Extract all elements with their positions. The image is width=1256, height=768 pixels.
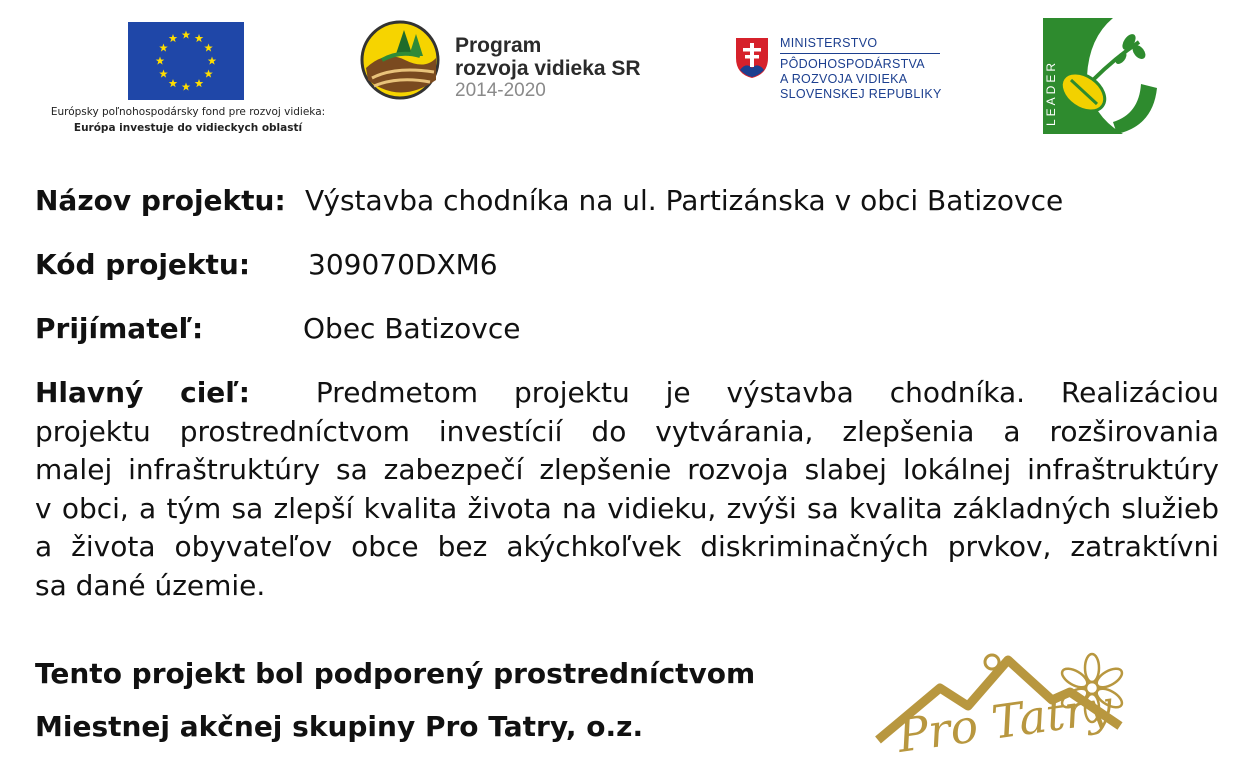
prv-title-line2: rozvoja vidieka SR	[455, 57, 641, 80]
project-code-value: 309070DXM6	[308, 248, 498, 281]
eu-star-icon	[169, 79, 178, 87]
recipient-label: Prijímateľ:	[35, 312, 204, 345]
eu-star-icon	[159, 44, 168, 52]
ministry-line3: A ROZVOJA VIDIEKA	[780, 72, 908, 86]
ministry-line4: SLOVENSKEJ REPUBLIKY	[780, 87, 942, 101]
eu-star-icon	[204, 44, 213, 52]
project-name-label: Názov projektu:	[35, 184, 286, 217]
prv-title-line1: Program	[455, 34, 542, 57]
goal-label: Hlavný cieľ:	[35, 376, 250, 409]
leader-logo	[1043, 18, 1161, 134]
goal-line: projektu prostredníctvom investícií do vytvárania, zlepšenia a rozširovania	[35, 414, 1219, 448]
leader-text: LEADER	[1044, 59, 1058, 126]
goal-text: Predmetom projektu je výstavba chodníka. Realizáciou	[315, 376, 1219, 409]
eu-star-icon	[169, 34, 178, 42]
goal-line: v obci, a tým sa zlepší kvalita života na vidieku, zvýši sa kvalita základných služieb	[35, 491, 1219, 525]
project-code-label: Kód projektu:	[35, 248, 251, 281]
eu-star-icon	[182, 31, 191, 39]
ministry-logo	[734, 36, 974, 112]
project-name-value: Výstavba chodníka na ul. Partizánska v obci Batizovce	[305, 184, 1064, 217]
goal-line: sa dané územie.	[35, 568, 266, 602]
eu-star-icon	[156, 57, 165, 65]
eu-star-icon	[195, 79, 204, 87]
eu-caption-line1: Európsky poľnohospodársky fond pre rozvoj vidieka:	[50, 106, 326, 118]
ministry-line2: PÔDOHOSPODÁRSTVA	[780, 57, 925, 71]
eu-eafrd-logo	[38, 22, 338, 142]
eu-star-icon	[204, 70, 213, 78]
ministry-line1: MINISTERSTVO	[780, 36, 878, 50]
support-line2: Miestnej akčnej skupiny Pro Tatry, o.z.	[35, 710, 644, 743]
eu-star-icon	[208, 57, 217, 65]
support-line1: Tento projekt bol podporený prostredníctvom	[35, 657, 756, 690]
slovak-coat-of-arms-icon	[734, 36, 770, 80]
goal-line: a života obyvateľov obce bez akýchkoľvek diskriminačných prvkov, zatraktívni	[35, 530, 1219, 563]
prv-landscape-icon	[360, 20, 440, 100]
eu-star-icon	[195, 34, 204, 42]
main-goal-paragraph	[35, 374, 1219, 605]
goal-line: malej infraštruktúry sa zabezpečí zlepšenie rozvoja slabej lokálnej infraštruktúry	[35, 453, 1219, 486]
eu-star-icon	[159, 70, 168, 78]
goal-line	[35, 374, 1219, 413]
eu-flag-icon	[128, 22, 244, 100]
eu-star-icon	[182, 83, 191, 91]
prv-years: 2014-2020	[455, 80, 546, 101]
protatry-logo	[870, 648, 1135, 763]
recipient-value: Obec Batizovce	[303, 312, 521, 345]
ministry-divider	[780, 53, 940, 54]
protatry-text: Pro Tatry	[894, 679, 1116, 763]
eu-caption-line2: Európa investuje do vidieckych oblastí	[73, 122, 303, 134]
prv-program-logo	[360, 20, 680, 102]
